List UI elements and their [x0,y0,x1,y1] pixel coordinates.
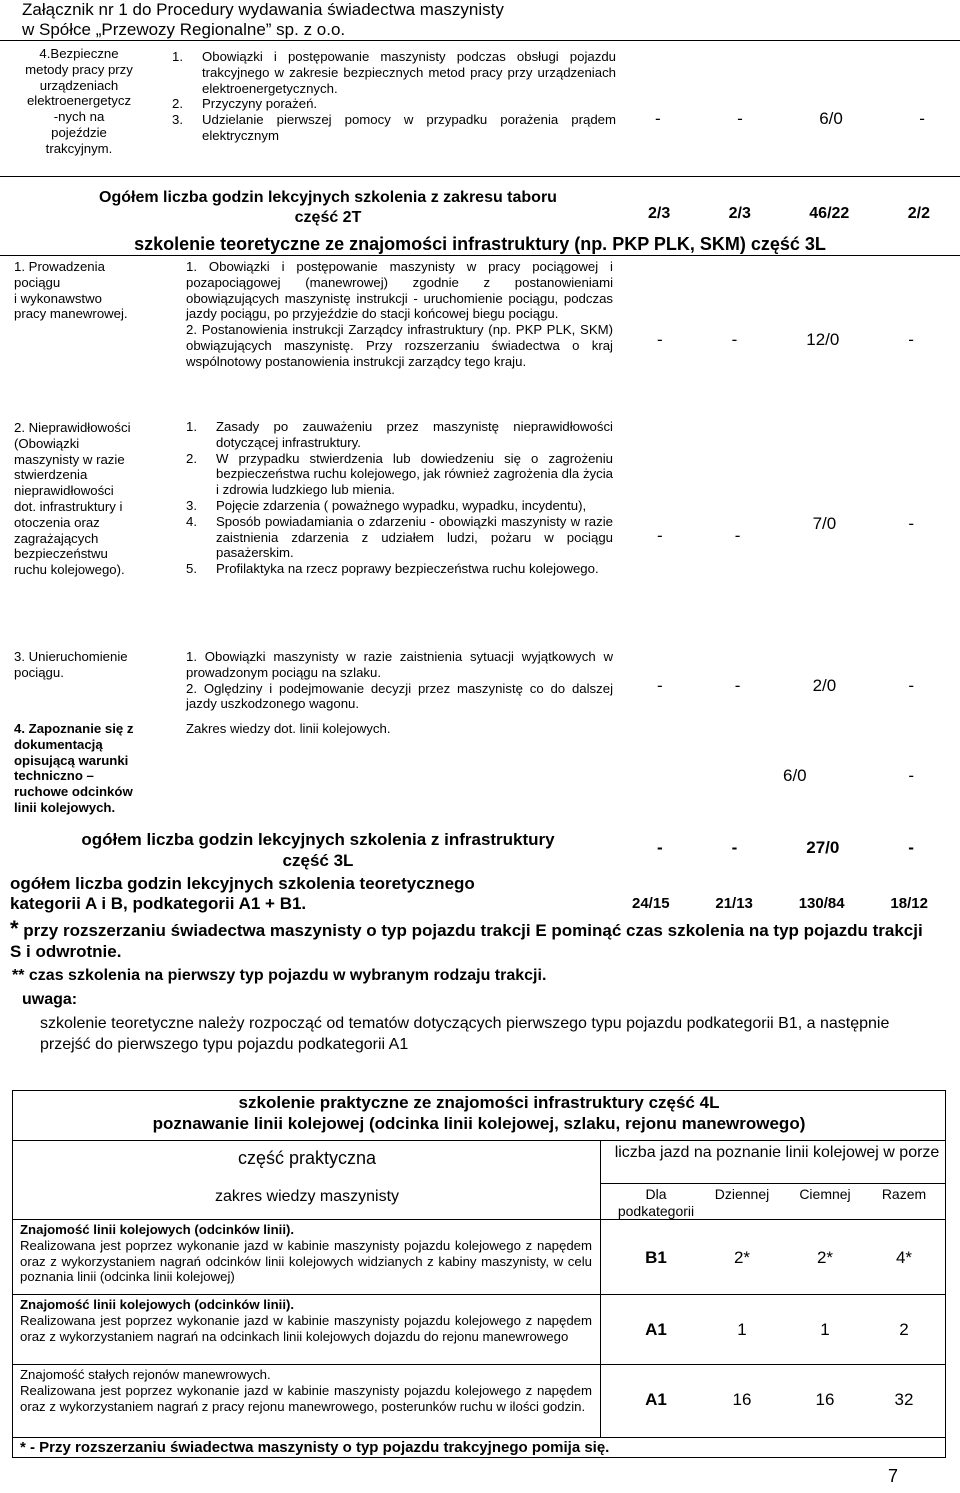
practical-row-2-text: Znajomość linii kolejowych (odcinków linii). Realizowana jest poprzez wykonanie jazd w kabinie maszynisty pojazdu kolejowego z napędem oraz z wykorzystaniem nagrań na odcinkach linii kolejowych dojazdu do rejonu manewrowego [20,1297,592,1344]
list-item: 2. Postanowienia instrukcji Zarządcy infrastruktury (np. PKP PLK, SKM) obwiązujących maszynistę. Przy rozszerzaniu świadectwa o kraj wspólnotowy postanowienia instrukcji zarządcy tego kraju. [186,322,613,369]
topic1-hours: - - 12/0 - [657,330,914,349]
topic4-hours: 6/0 - [783,766,914,785]
topic2-items [186,419,613,577]
list-item: 2. W przypadku stwierdzenia lub dowiedzeniu się o zagrożeniu bezpieczeństwa ruchu kolejowego, jak również zagrożenia dla życia i zdrowia ludzkiego lub mienia. [186,450,613,498]
practical-row-2-values: A1 1 1 2 [645,1320,909,1339]
practical-subheaders: Dla podkategorii Dziennej Ciemnej Razem [617,1186,927,1219]
header-divider [0,40,960,41]
section4-left: 4.Bezpieczne metody pracy przy urządzeniach elektroenergetycz -nych na pojeździe trakcyjnym. [25,46,133,156]
practical-title: szkolenie praktyczne ze znajomości infrastruktury część 4L poznawanie linii kolejowej (odcinka linii kolejowej, szlaku, rejonu manewrowego) [152,1093,806,1133]
divider [600,1183,946,1184]
total-3l-label: ogółem liczba godzin lekcyjnych szkolenia z infrastruktury część 3L [81,830,555,870]
list-item: 1. Obowiązki i postępowanie maszynisty w pracy pociągowej i pozapociągowej (manewrowej) zgodnie z postanowieniami obowiązujących maszynistę instrukcji - uruchomienie pociągu, podczas jazdy pociągu, po przyjeździe do stacji końcowej biegu pociągu. [186,259,613,322]
total-all-label: ogółem liczba godzin lekcyjnych szkolenia teoretycznego kategorii A i B, podkategorii A1 + B1. [10,874,475,913]
topic3-items [186,649,613,712]
topic3-left: 3. Unieruchomienie pociągu. [14,649,128,680]
divider [0,255,960,256]
divider [12,1437,946,1438]
topic4-text: Zakres wiedzy dot. linii kolejowych. [186,721,391,736]
topic2-hours: - - 7/0 - [657,514,914,545]
topic2-left: 2. Nieprawidłowości (Obowiązki maszynisty w razie stwierdzenia nieprawidłowości dot. infrastruktury i otoczenia oraz zagrażających bezpieczeństwu ruchu kolejowego). [14,420,131,578]
topic1-items [186,259,613,370]
list-item: 5. Profilaktyka na rzecz poprawy bezpieczeństwa ruchu kolejowego. [186,561,599,577]
note-2: ** czas szkolenia na pierwszy typ pojazdu w wybranym rodzaju trakcji. [12,967,547,984]
practical-col-divider [600,1140,601,1437]
document-header [22,0,504,40]
practical-col-scope: zakres wiedzy maszynisty [214,1188,400,1205]
total-3l-hours: - - 27/0 - [657,838,914,857]
header-line-1: Załącznik nr 1 do Procedury wydawania świadectwa maszynisty [22,0,504,19]
list-item: 4. Sposób powiadamiania o zdarzeniu - obowiązki maszynisty w razie zaistnienia zdarzenia z udziałem ludzi, pożaru w pociągu pasażerskim. [186,513,613,561]
header-line-2: w Spółce „Przewozy Regionalne” sp. z o.o. [22,20,346,39]
topic1-left: 1. Prowadzenia pociągu i wykonawstwo pracy manewrowej. [14,259,128,322]
topic3-hours: - - 2/0 - [657,676,914,695]
list-item: 1. Zasady po zauważeniu przez maszynistę nieprawidłowości dotyczącej infrastruktury. [186,419,613,450]
divider [12,1364,946,1365]
note-1: * przy rozszerzaniu świadectwa maszynisty o typ pojazdu trakcji E pominąć czas szkolenia na typ pojazdu trakcji S i odwrotnie. [10,916,923,961]
page-number: 7 [888,1466,899,1486]
list-item: 2. Oględziny i podejmowanie decyzji przez maszynistę co do dalszej jazdy uszkodzonego wagonu. [186,680,613,712]
practical-row-1-values: B1 2* 2* 4* [645,1248,913,1267]
divider [12,1294,946,1295]
practical-footnote: * - Przy rozszerzaniu świadectwa maszynisty o typ pojazdu trakcyjnego pomija się. [20,1439,610,1456]
practical-row-3-text: Znajomość stałych rejonów manewrowych. Realizowana jest poprzez wykonanie jazd w kabinie maszynisty pojazdu kolejowego z napędem oraz z wykorzystaniem nagrań z pracy rejonu manewrowego, posterunków ruchu w ilości godzin. [20,1367,592,1414]
topic4-left: 4. Zapoznanie się z dokumentacją opisującą warunki techniczno – ruchowe odcinków linii kolejowych. [14,721,134,815]
section4-items [172,49,616,144]
list-item: 1. Obowiązki i postępowanie maszynisty podczas obsługi pojazdu trakcyjnego w zakresie bezpiecznych metod pracy przy urządzeniach elektroenergetycznych. [172,49,616,96]
note-uwaga-text: szkolenie teoretyczne należy rozpocząć od tematów dotyczących pierwszego typu pojazdu podkategorii B1, a następnie przejść do pierwszego typu pojazdu podkategorii A1 [40,1015,890,1053]
practical-row-1-text: Znajomość linii kolejowych (odcinków linii). Realizowana jest poprzez wykonanie jazd w kabinie maszynisty pojazdu kolejowego z napędem oraz z wykorzystaniem nagrań odcinków linii kolejowych widzianych z kabiny maszynisty, w celu poznania linii (odcinka linii kolejowej) [20,1222,592,1285]
list-item: 3. Pojęcie zdarzenia ( poważnego wypadku, wypadku, incydentu), [186,497,587,513]
practical-table-border [12,1090,946,1458]
total-2t-hours: 2/3 2/3 46/22 2/2 [648,205,930,222]
list-item: 2. Przyczyny porażeń. [172,96,318,112]
list-item: 1. Obowiązki maszynisty w razie zaistnienia sytuacji wyjątkowych w prowadzonym pociągu na szlaku. [186,649,613,680]
practical-col-part: część praktyczna [237,1148,377,1168]
practical-row-3-values: A1 16 16 32 [645,1390,914,1409]
divider [0,176,960,177]
practical-col-hours: liczba jazd na poznanie linii kolejowej w porze [614,1144,940,1161]
list-item: 3. Udzielanie pierwszej pomocy w przypadku porażenia prądem elektrycznym [172,112,616,143]
total-all-hours: 24/15 21/13 130/84 18/12 [632,895,928,912]
divider [12,1219,946,1220]
part-3l-title: szkolenie teoretyczne ze znajomości infrastruktury (np. PKP PLK, SKM) część 3L [134,234,826,254]
divider [12,1140,946,1141]
total-2t-label: Ogółem liczba godzin lekcyjnych szkolenia z zakresu taboru część 2T [99,189,557,226]
note-uwaga-label: uwaga: [22,991,78,1008]
section4-hours: - - 6/0 - [655,109,925,128]
